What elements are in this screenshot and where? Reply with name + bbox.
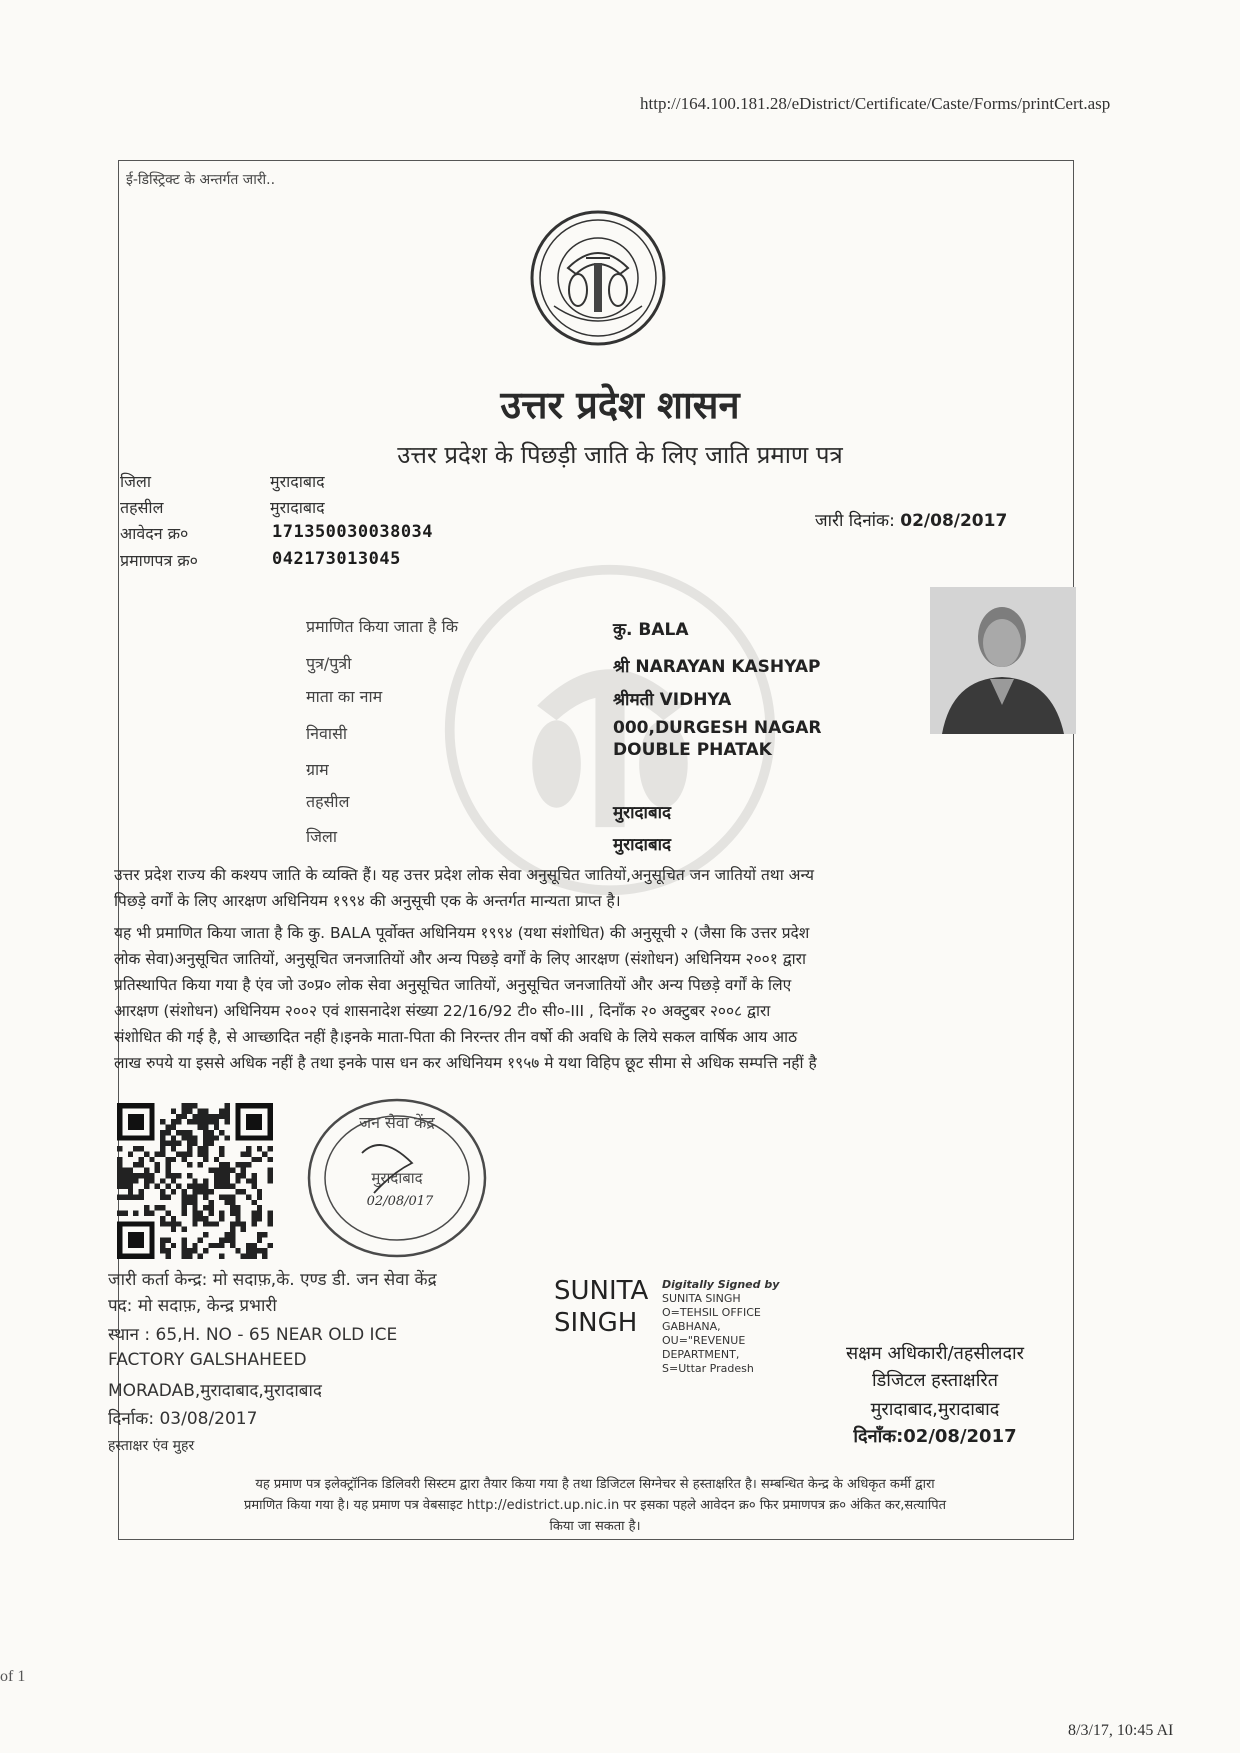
issue-date-value: 02/08/2017	[900, 511, 1008, 531]
page-count: of 1	[0, 1668, 26, 1685]
signed-by-label: Digitally Signed by	[662, 1278, 780, 1291]
stamp-line1: जन सेवा केंद्र	[359, 1113, 435, 1132]
district-field-value: मुरादाबाद	[613, 835, 672, 855]
issuer-date: दिर्नाक: 03/08/2017	[108, 1409, 258, 1429]
digital-signature-details	[662, 1278, 779, 1376]
statement-line: लाख रुपये या इससे अधिक नहीं है तथा इनके पास धन कर अधिनियम १९५७ मे यथा विहिप छूट सीमा से अधिक सम्पत्ति नहीं है	[114, 1054, 817, 1072]
district-label: जिला	[120, 472, 152, 491]
district-value: मुरादाबाद	[270, 472, 325, 491]
print-url: http://164.100.181.28/eDistrict/Certificate/Caste/Forms/printCert.asp	[640, 94, 1111, 113]
caste-statement	[114, 862, 1074, 914]
issuer-post: पद: मो सदाफ़, केन्द्र प्रभारी	[108, 1296, 277, 1316]
certificate-title: उत्तर प्रदेश शासन	[500, 383, 740, 427]
verification-note	[120, 1474, 1070, 1537]
issuer-place-line1: स्थान : 65,H. NO - 65 NEAR OLD ICE	[108, 1325, 398, 1345]
certificate-subtitle: उत्तर प्रदेश के पिछड़ी जाति के लिए जाति प्रमाण पत्र	[397, 441, 843, 469]
issuer-place-line3: MORADAB,मुरादाबाद,मुरादाबाद	[108, 1381, 322, 1401]
edistrict-note: ई-डिस्ट्रिक्ट के अन्तर्गत जारी..	[126, 172, 276, 188]
district-field-label: जिला	[306, 827, 338, 846]
print-timestamp: 8/3/17, 10:45 AI	[1068, 1722, 1174, 1739]
certificate-number-label: प्रमाणपत्र क्र०	[120, 551, 198, 570]
authority-signed: डिजिटल हस्ताक्षरित	[872, 1370, 998, 1391]
dsig-line: DEPARTMENT,	[662, 1348, 740, 1361]
caste-statement-line: पिछड़े वर्गों के लिए आरक्षण अधिनियम १९९४ की अनुसूची एक के अन्तर्गत मान्यता प्राप्त है।	[114, 892, 621, 910]
issuing-centre: जारी कर्ता केन्द्र: मो सदाफ़,के. एण्ड डी. जन सेवा केंद्र	[108, 1270, 437, 1290]
verification-note-line: किया जा सकता है।	[549, 1519, 641, 1534]
verification-note-line: यह प्रमाण पत्र इलेक्ट्रॉनिक डिलिवरी सिस्टम द्वारा तैयार किया गया है तथा डिजिटल सिग्नेचर से हस्ताक्षरित है। सम्बन्धित केन्द्र के अधिकृत कर्मी द्वारा	[255, 1477, 935, 1492]
authority-title: सक्षम अधिकारी/तहसीलदार	[845, 1343, 1025, 1364]
father-name: श्री NARAYAN KASHYAP	[613, 657, 821, 677]
qr-code	[117, 1103, 273, 1259]
mother-label: माता का नाम	[306, 687, 383, 706]
authority-date: दिनाँक:02/08/2017	[853, 1426, 1017, 1447]
issuer-place-line2: FACTORY GALSHAHEED	[108, 1350, 307, 1370]
verification-note-line: प्रमाणित किया गया है। यह प्रमाण पत्र वेबसाइट http://edistrict.up.nic.in पर इसका पहले आवेदन क्र० फिर प्रमाणपत्र क्र० अंकित कर,सत्यापित	[244, 1498, 946, 1513]
applicant-name: कु. BALA	[613, 620, 689, 640]
state-emblem-icon	[528, 208, 668, 348]
mother-name: श्रीमती VIDHYA	[613, 690, 732, 710]
application-number: 171350030038034	[272, 522, 434, 542]
caste-statement-line: उत्तर प्रदेश राज्य की कश्यप जाति के व्यक्ति हैं। यह उत्तर प्रदेश लोक सेवा अनुसूचित जातियों,अनुसूचित जन जातियों तथा अन्य	[114, 866, 815, 884]
seal-stamp	[302, 1093, 492, 1263]
stamp-line2: मुरादाबाद	[371, 1169, 423, 1187]
son-daughter-label: पुत्र/पुत्री	[306, 654, 352, 673]
tehsil-value: मुरादाबाद	[270, 498, 325, 517]
applicant-photo	[930, 587, 1076, 734]
address-line1: 000,DURGESH NAGAR	[613, 718, 822, 738]
issue-date	[815, 508, 1007, 531]
dsig-line: O=TEHSIL OFFICE	[662, 1306, 761, 1319]
tehsil-field-label: तहसील	[306, 792, 350, 811]
certified-label: प्रमाणित किया जाता है कि	[306, 617, 459, 636]
digital-signer-name	[554, 1275, 648, 1339]
dsig-line: OU="REVENUE	[662, 1334, 746, 1347]
certificate-number: 042173013045	[272, 549, 401, 569]
creamy-layer-statement	[114, 920, 1074, 1076]
issue-date-label: जारी दिनांक:	[815, 511, 895, 531]
address-line2: DOUBLE PHATAK	[613, 740, 772, 760]
statement-line: संशोधित की गई है, से आच्छादित नहीं है।इनके माता-पिता की निरन्तर तीन वर्षो की अवधि के लिये सकल वार्षिक आय आठ	[114, 1028, 798, 1046]
signature-seal-label: हस्ताक्षर एंव मुहर	[108, 1438, 195, 1454]
village-label: ग्राम	[306, 760, 329, 779]
statement-line: लोक सेवा)अनुसूचित जातियों, अनुसूचित जनजातियों और अन्य पिछड़े वर्गों के लिए आरक्षण (संशोधन) अधिनियम २००१ द्वारा	[114, 950, 806, 968]
statement-line: आरक्षण (संशोधन) अधिनियम २००२ एवं शासनादेश संख्या 22/16/92 टी० सी०-III , दिनाँक २० अक्टुबर २००८ द्वारा	[114, 1002, 771, 1020]
authority-place: मुरादाबाद,मुरादाबाद	[870, 1399, 1000, 1420]
signer-last-name: SINGH	[554, 1308, 638, 1338]
stamp-date: 02/08/017	[366, 1194, 434, 1209]
dsig-line: S=Uttar Pradesh	[662, 1362, 754, 1375]
tehsil-label: तहसील	[120, 498, 164, 517]
tehsil-field-value: मुरादाबाद	[613, 803, 672, 823]
dsig-line: GABHANA,	[662, 1320, 721, 1333]
application-label: आवेदन क्र०	[120, 524, 189, 543]
dsig-line: SUNITA SINGH	[662, 1292, 741, 1305]
resident-label: निवासी	[306, 724, 348, 743]
statement-line: प्रतिस्थापित किया गया है एंव जो उ०प्र० लोक सेवा अनुसूचित जातियों, अनुसूचित जनजातियों और अन्य पिछड़े वर्गों के लिए	[114, 976, 792, 994]
signer-first-name: SUNITA	[554, 1276, 649, 1306]
statement-line: यह भी प्रमाणित किया जाता है कि कु. BALA पूर्वोक्त अधिनियम १९९४ (यथा संशोधित) की अनुसूची २ (जैसा कि उत्तर प्रदेश	[114, 924, 810, 942]
